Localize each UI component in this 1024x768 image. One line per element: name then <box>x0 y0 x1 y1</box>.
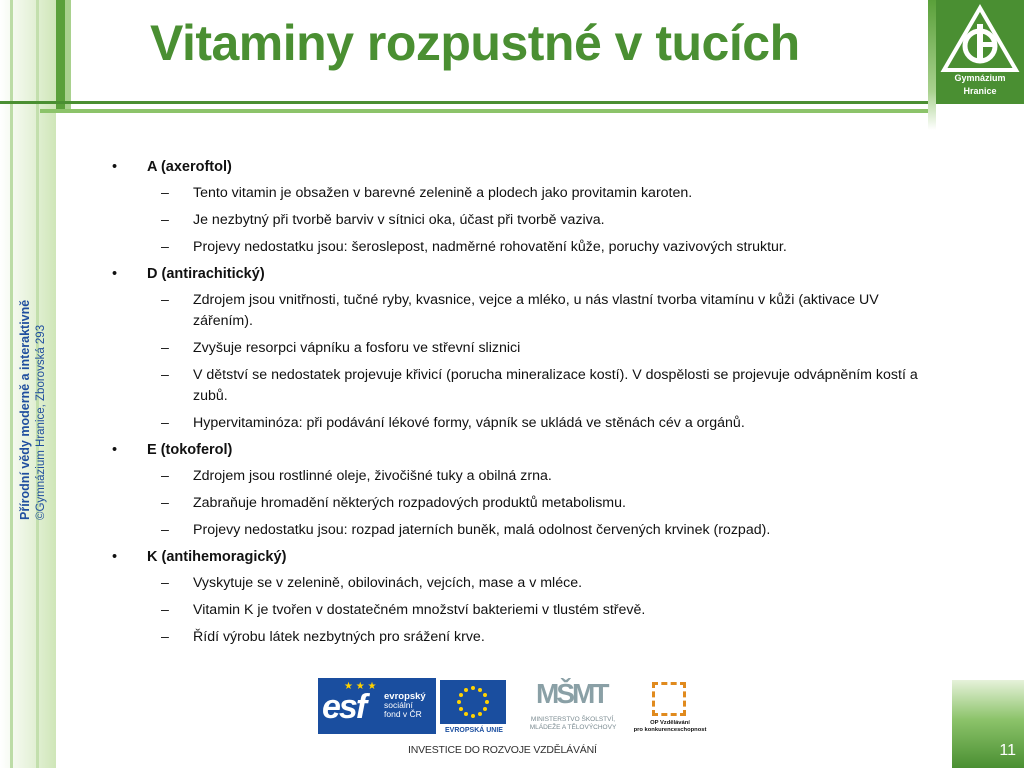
list-item-text: Zabraňuje hromadění některých rozpadových produktů metabolismu. <box>193 495 626 511</box>
bullet-marker: • <box>112 159 118 175</box>
list-item <box>147 237 927 258</box>
left-stripe <box>10 0 13 768</box>
dash-marker: – <box>161 468 169 484</box>
list-item <box>147 600 927 621</box>
vitamin-section-e <box>112 440 927 541</box>
section-heading: E (tokoferol) <box>147 442 233 458</box>
logo-text-hranice: Hranice <box>963 86 997 96</box>
dash-marker: – <box>161 185 169 201</box>
section-heading: D (antirachitický) <box>147 266 265 282</box>
list-item-text: Vyskytuje se v zelenině, obilovinách, vejcích, mase a v mléce. <box>193 575 583 591</box>
page-number: 11 <box>999 742 1016 759</box>
sidebar-project-name: Přírodní vědy moderně a interaktivně <box>18 299 32 520</box>
bullet-marker: • <box>112 266 118 282</box>
esf-line1: evropský <box>384 691 426 702</box>
list-item <box>147 183 927 204</box>
dash-marker: – <box>161 522 169 538</box>
title-vertical-bar <box>56 0 65 112</box>
msmt-text <box>514 716 632 732</box>
vitamin-section-k <box>112 547 927 648</box>
op-line2: pro konkurenceschopnost <box>633 727 707 733</box>
list-item-text: Zvyšuje resorpci vápníku a fosforu ve střevní sliznici <box>193 340 521 356</box>
op-text <box>628 720 712 734</box>
eu-label: EVROPSKÁ UNIE <box>445 727 503 734</box>
dash-marker: – <box>161 495 169 511</box>
op-square-icon <box>652 682 686 716</box>
title-underline-light <box>40 109 928 113</box>
page-number-box <box>952 680 1024 768</box>
school-logo <box>936 0 1024 104</box>
dash-marker: – <box>161 292 169 308</box>
list-item <box>147 413 927 434</box>
bullet-marker: • <box>112 442 118 458</box>
dash-marker: – <box>161 367 169 383</box>
eu-flag-icon <box>440 680 506 724</box>
list-item-text: Tento vitamin je obsažen v barevné zelenině a plodech jako provitamin karoten. <box>193 185 693 201</box>
section-heading: K (antihemoragický) <box>147 549 287 565</box>
section-items <box>147 466 927 541</box>
right-vertical-bar <box>928 0 936 130</box>
esf-line3: fond v ČR <box>384 709 422 719</box>
slide-title: Vitaminy rozpustné v tucích <box>150 15 800 71</box>
list-item <box>147 466 927 487</box>
dash-marker: – <box>161 602 169 618</box>
dash-marker: – <box>161 575 169 591</box>
vitamin-section-d <box>112 264 927 434</box>
list-item-text: Projevy nedostatku jsou: šeroslepost, nadměrné rohovatění kůže, poruchy vazivových struktur. <box>193 239 787 255</box>
investment-slogan: INVESTICE DO ROZVOJE VZDĚLÁVÁNÍ <box>408 744 597 756</box>
msmt-line2: MLÁDEŽE A TĚLOVÝCHOVY <box>529 724 617 731</box>
list-item-text: Je nezbytný při tvorbě barviv v sítnici oka, účast při tvorbě vaziva. <box>193 212 605 228</box>
msmt-line1: MINISTERSTVO ŠKOLSTVÍ, <box>530 716 616 723</box>
esf-logo <box>318 678 436 734</box>
dash-marker: – <box>161 239 169 255</box>
footer-logos <box>318 678 718 758</box>
msmt-logo <box>514 678 624 734</box>
sidebar-caption <box>18 100 58 520</box>
section-heading: A (axeroftol) <box>147 159 232 175</box>
dash-marker: – <box>161 212 169 228</box>
dash-marker: – <box>161 415 169 431</box>
star-icon: ★ ★ ★ <box>344 681 377 692</box>
esf-text <box>384 692 426 719</box>
logo-text-gymnazium: Gymnázium <box>954 73 1006 83</box>
title-underline <box>0 101 928 104</box>
section-items <box>147 290 927 434</box>
list-item-text: Zdrojem jsou rostlinné oleje, živočišné tuky a obilná zrna. <box>193 468 552 484</box>
list-item <box>147 290 927 332</box>
list-item <box>147 365 927 407</box>
list-item <box>147 627 927 648</box>
section-items <box>147 573 927 648</box>
bullet-marker: • <box>112 549 118 565</box>
dash-marker: – <box>161 629 169 645</box>
list-item <box>147 338 927 359</box>
list-item-text: V dětství se nedostatek projevuje křivicí (porucha mineralizace kostí). V dospělosti se projevuje odvápněním kostí a zubů. <box>193 367 918 404</box>
esf-line2: sociální <box>384 700 413 710</box>
list-item-text: Projevy nedostatku jsou: rozpad jaterních buněk, malá odolnost červených krvinek (rozpad). <box>193 522 771 538</box>
list-item-text: Řídí výrobu látek nezbytných pro srážení krve. <box>193 629 485 645</box>
list-item-text: Hypervitaminóza: při podávání lékové formy, vápník se ukládá ve stěnách cév a orgánů. <box>193 415 745 431</box>
list-item <box>147 210 927 231</box>
vitamin-section-a <box>112 157 927 258</box>
op-line1: OP Vzdělávání <box>650 720 690 726</box>
op-logo <box>628 678 712 738</box>
section-items <box>147 183 927 258</box>
list-item <box>147 573 927 594</box>
msmt-mark: MŠMT <box>536 678 607 709</box>
esf-letters: esf <box>322 688 366 726</box>
title-vertical-bar-light <box>65 0 71 112</box>
logo-triangle-icon <box>940 4 1020 74</box>
list-item-text: Vitamin K je tvořen v dostatečném množství bakteriemi v tlustém střevě. <box>193 602 646 618</box>
sidebar-copyright: ©Gymnázium Hranice, Zborovská 293 <box>35 324 47 520</box>
list-item <box>147 520 927 541</box>
vitamin-list <box>112 157 927 654</box>
list-item <box>147 493 927 514</box>
dash-marker: – <box>161 340 169 356</box>
list-item-text: Zdrojem jsou vnitřnosti, tučné ryby, kvasnice, vejce a mléko, u nás vlastní tvorba vitamínu v kůži (aktivace UV zářením). <box>193 292 879 329</box>
